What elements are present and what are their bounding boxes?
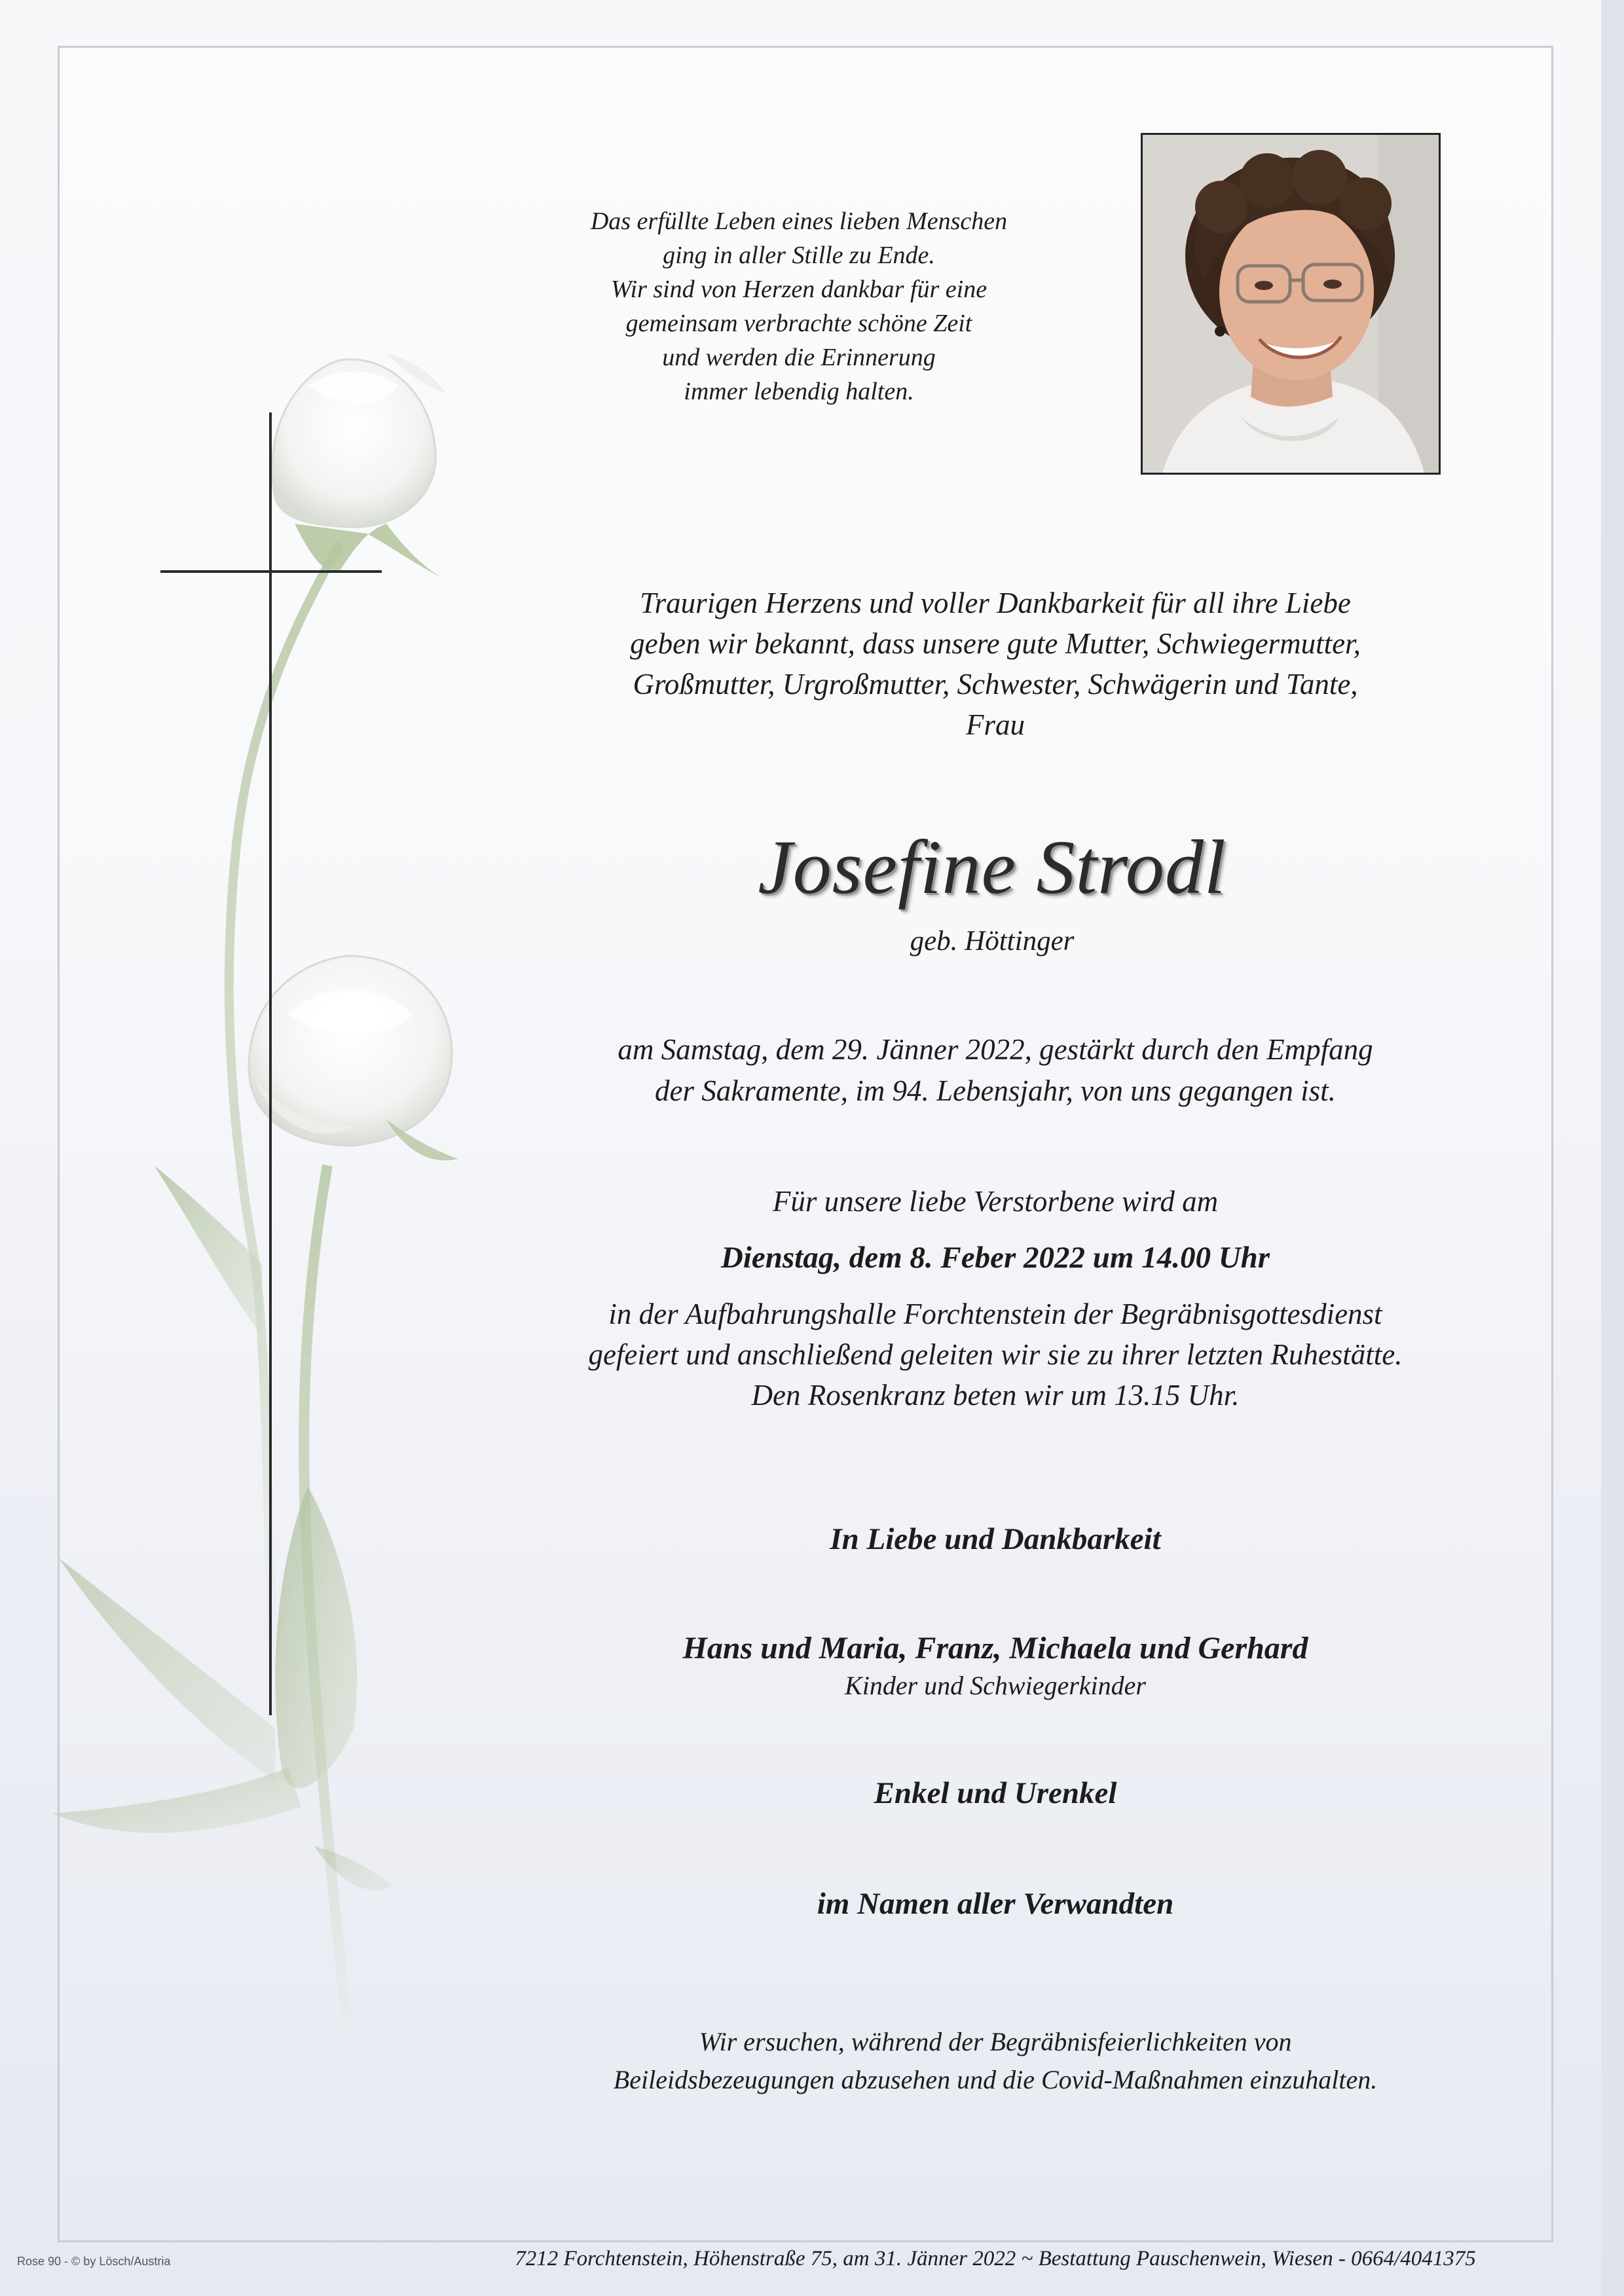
passing-line: der Sakramente, im 94. Lebensjahr, von uns gegangen ist. — [655, 1074, 1336, 1107]
announcement-line: geben wir bekannt, dass unsere gute Mutter, Schwiegermutter, — [630, 627, 1361, 660]
condolence-request — [458, 2023, 1532, 2099]
passing-notice — [471, 1029, 1519, 1112]
leaf — [52, 1768, 301, 1833]
children-names: Hans und Maria, Franz, Michaela und Gerhard — [682, 1631, 1308, 1666]
lower-rose — [249, 956, 458, 1161]
poem-line: immer lebendig halten. — [684, 378, 914, 405]
poem-line: und werden die Erinnerung — [662, 344, 936, 371]
closing-phrase: In Liebe und Dankbarkeit — [830, 1522, 1161, 1556]
service-details — [458, 1294, 1532, 1415]
service-date: Dienstag, dem 8. Feber 2022 um 14.00 Uhr — [720, 1241, 1270, 1275]
children-caption: Kinder und Schwiegerkinder — [845, 1671, 1146, 1700]
relatives: im Namen aller Verwandten — [817, 1887, 1174, 1921]
service-intro: Für unsere liebe Verstorbene wird am — [772, 1185, 1219, 1218]
poem-line: Das erfüllte Leben eines lieben Menschen — [590, 208, 1008, 235]
announcement-line: Frau — [966, 708, 1025, 741]
design-credit: Rose 90 - © by Lösch/Austria — [17, 2255, 171, 2268]
leaf — [59, 1558, 275, 1781]
deceased-name: Josefine Strodl — [758, 824, 1227, 910]
upper-rose — [272, 354, 445, 527]
grandchildren: Enkel und Urenkel — [874, 1776, 1117, 1810]
poem-line: Wir sind von Herzen dankbar für eine — [610, 276, 987, 303]
request-line: Wir ersuchen, während der Begräbnisfeierlichkeiten von — [699, 2027, 1292, 2056]
announcement — [458, 583, 1532, 745]
maiden-name: geb. Höttinger — [910, 926, 1075, 957]
request-line: Beileidsbezeugungen abzusehen und die Covid-Maßnahmen einzuhalten. — [613, 2065, 1378, 2094]
service-line: in der Aufbahrungshalle Forchtenstein der Begräbnisgottesdienst — [608, 1298, 1382, 1330]
announcement-line: Traurigen Herzens und voller Dankbarkeit für all ihre Liebe — [640, 587, 1351, 619]
service-line: gefeiert und anschließend geleiten wir sie zu ihrer letzten Ruhestätte. — [588, 1338, 1403, 1371]
poem-line: gemeinsam verbrachte schöne Zeit — [625, 310, 972, 337]
poem — [498, 204, 1100, 409]
portrait-photo — [1141, 133, 1441, 475]
poem-line: ging in aller Stille zu Ende. — [663, 242, 935, 269]
announcement-line: Großmutter, Urgroßmutter, Schwester, Schwägerin und Tante, — [633, 668, 1358, 701]
footer-address: 7212 Forchtenstein, Höhenstraße 75, am 31. Jänner 2022 ~ Bestattung Pauschenwein, Wiesen - 0664/4041375 — [515, 2247, 1476, 2270]
service-line: Den Rosenkranz beten wir um 13.15 Uhr. — [751, 1379, 1240, 1412]
passing-line: am Samstag, dem 29. Jänner 2022, gestärkt durch den Empfang — [618, 1033, 1373, 1066]
leaf — [275, 1486, 357, 1788]
